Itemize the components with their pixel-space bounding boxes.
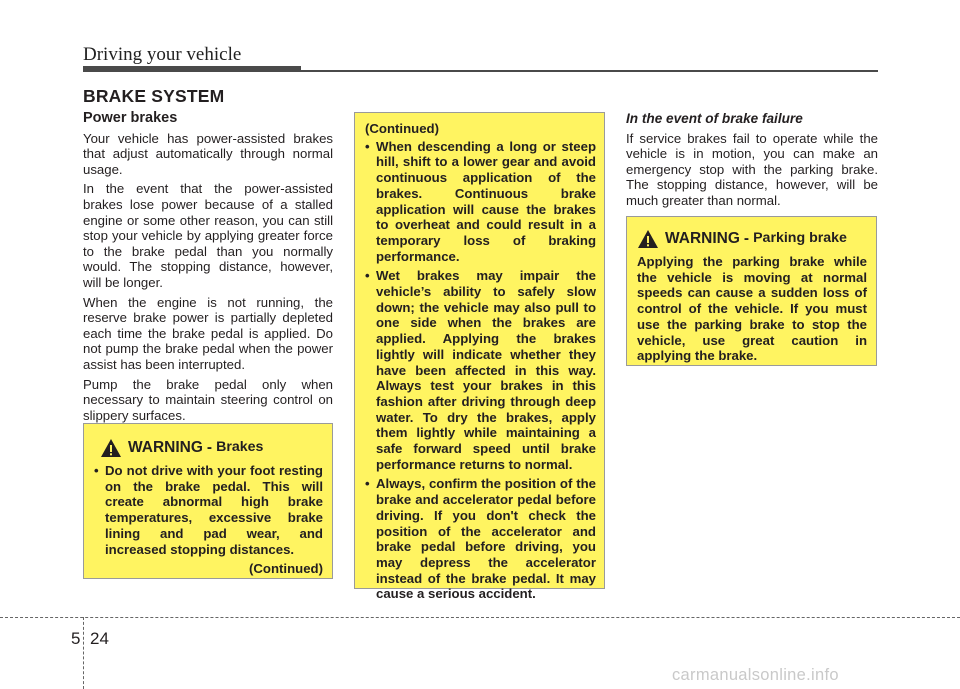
- footer-rule-vertical: [83, 617, 84, 689]
- warning-topic: Parking brake: [753, 230, 847, 247]
- list-item: • Always, confirm the position of the brake and accelerator pedal before driving. If you don't check the position of the accelerator and brake pedal before driving, you may depress the accelerator instead of the brake pedal. It may cause a serious accident.: [365, 476, 596, 602]
- warning-heading: [94, 438, 323, 458]
- warning-triangle-icon: [100, 438, 122, 458]
- power-brakes-section: [83, 111, 333, 427]
- chapter-number: 5: [71, 629, 81, 648]
- warning-topic: Brakes: [216, 439, 264, 456]
- warning-word: WARNING: [128, 439, 203, 457]
- header-bar-thin: [83, 70, 878, 72]
- warning-triangle-icon: [637, 229, 659, 249]
- continued-note: (Continued): [249, 561, 323, 577]
- header-title: Driving your vehicle: [83, 44, 242, 65]
- warning-text: Applying the parking brake while the vehicle is moving at normal speeds can cause a sudden loss of control of the vehicle. If you must use the parking brake to stop the vehicle, use great caution in applying the brake.: [637, 254, 867, 364]
- list-item: • Wet brakes may impair the vehicle’s ability to safely slow down; the vehicle may also pull to one side when the brakes are applied. Applying the brakes lightly will indicate whether they have been affected in this way. Always test your brakes in this fashion after driving through deep water. To dry the brakes, apply them lightly while maintaining a safe forward speed until brake performance returns to normal.: [365, 268, 596, 472]
- warning-word: WARNING: [665, 230, 740, 248]
- warning-list: [365, 139, 596, 602]
- brake-failure-heading: In the event of brake failure: [626, 111, 803, 126]
- list-item: • When descending a long or steep hill, shift to a lower gear and avoid continuous application of the brakes. Continuous brake application will cause the brakes to overheat and could result in a temporary loss of braking performance.: [365, 139, 596, 265]
- warning-continued-box: [354, 112, 605, 602]
- watermark: carmanualsonline.info: [672, 666, 839, 684]
- warning-list: [94, 463, 323, 557]
- page-number: 24: [90, 629, 109, 648]
- warning-brakes-box: [83, 423, 333, 579]
- paragraph: If service brakes fail to operate while the vehicle is in motion, you can make an emergency stop with the parking brake. The stopping distance, however, will be much greater than normal.: [626, 130, 878, 208]
- warning-dash: -: [743, 230, 750, 248]
- warning-parking-box: [626, 216, 877, 366]
- paragraph: When the engine is not running, the reserve brake power is partially depleted each time the brake pedal is applied. Do not pump the brake pedal when the power assist has been interrupted.: [83, 294, 333, 372]
- paragraph: In the event that the power-assisted brakes lose power because of a stalled engine or some other reason, you can still stop your vehicle by applying greater force to the brake pedal than you normally would. The stopping distance, however, will be longer.: [83, 181, 333, 290]
- warning-heading: [637, 229, 867, 249]
- paragraph: Pump the brake pedal only when necessary to maintain steering control on slippery surfaces.: [83, 376, 333, 423]
- section-title: BRAKE SYSTEM: [83, 86, 225, 106]
- paragraph: Your vehicle has power-assisted brakes that adjust automatically through normal usage.: [83, 130, 333, 177]
- footer-rule-horizontal: [0, 617, 960, 618]
- warning-dash: -: [206, 439, 213, 457]
- continued-label: (Continued): [365, 121, 439, 136]
- brake-failure-section: [626, 111, 878, 213]
- power-brakes-heading: Power brakes: [83, 110, 178, 126]
- list-item: • Do not drive with your foot resting on the brake pedal. This will create abnormal high brake temperatures, excessive brake lining and pad wear, and increased stopping distances.: [94, 463, 323, 557]
